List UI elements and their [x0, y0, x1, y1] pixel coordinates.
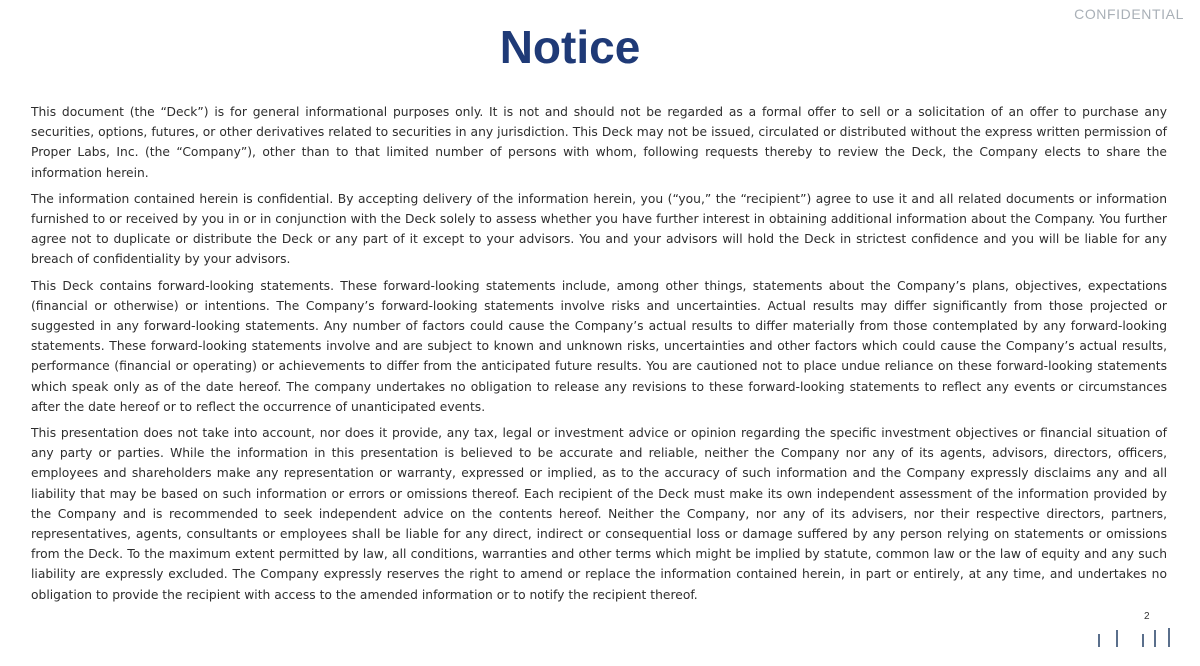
notice-paragraph-no-advice: This presentation does not take into account, nor does it provide, any tax, legal or investment advice or opinion regarding the specific investment objectives or financial situation of any party or parties. While the information in this presentation is believed to be accurate and reliable, neither the Company nor any of its agents, advisors, directors, officers, employees and shareholders make any representation or warranty, expressed or implied, as to the accuracy of such information and the Company expressly disclaims any and all liability that may be based on such information or errors or omissions thereof. Each recipient of the Deck must make its own independent assessment of the information provided by the Company and is recommended to seek independent advice on the contents hereof. Neither the Company, nor any of its advisers, nor their respective directors, partners, representatives, agents, consultants or employees shall be liable for any direct, indirect or consequential loss or damage suffered by any person relying on statements or omissions from the Deck. To the maximum extent permitted by law, all conditions, warranties and other terms which might be implied by statute, common law or the law of equity and any such liability are expressly excluded. The Company expressly reserves the right to amend or replace the information contained herein, in part or entirely, at any time, and undertakes no obligation to provide the recipient with access to the amended information or to notify the recipient thereof.	[31, 426, 1167, 602]
bars-logo-icon	[1096, 628, 1174, 648]
page-number: 2	[1144, 611, 1150, 622]
confidential-label: CONFIDENTIAL	[1074, 6, 1184, 22]
notice-body	[31, 102, 1167, 611]
page-title: Notice	[499, 21, 641, 73]
notice-paragraph-purpose: This document (the “Deck”) is for general informational purposes only. It is not and should not be regarded as a formal offer to sell or a solicitation of an offer to purchase any securities, options, futures, or other derivatives related to securities in any jurisdiction. This Deck may not be issued, circulated or distributed without the express written permission of Proper Labs, Inc. (the “Company”), other than to that limited number of persons with whom, following requests thereby to review the Deck, the Company elects to share the information herein.	[31, 105, 1167, 180]
notice-paragraph-confidentiality: The information contained herein is confidential. By accepting delivery of the information herein, you (“you,” the “recipient”) agree to use it and all related documents or information furnished to or received by you in or in conjunction with the Deck solely to assess whether you have further interest in obtaining additional information about the Company. You further agree not to duplicate or distribute the Deck or any part of it except to your advisors. You and your advisors will hold the Deck in strictest confidence and you will be liable for any breach of confidentiality by your advisors.	[31, 191, 1167, 267]
notice-paragraph-forward-looking: This Deck contains forward-looking statements. These forward-looking statements include, among other things, statements about the Company’s plans, objectives, expectations (financial or otherwise) or intentions. The Company’s forward-looking statements involve risks and uncertainties. Actual results may differ significantly from those projected or suggested in any forward-looking statements. Any number of factors could cause the Company’s actual results to differ materially from those contemplated by any forward-looking statements. These forward-looking statements involve and are subject to known and unknown risks, uncertainties and other factors which could cause the Company’s actual results, performance (financial or operating) or achievements to differ from the anticipated future results. You are cautioned not to place undue reliance on these forward-looking statements which speak only as of the date hereof. The company undertakes no obligation to release any revisions to these forward-looking statements to reflect any events or circumstances after the date hereof or to reflect the occurrence of unanticipated events.	[31, 278, 1167, 414]
